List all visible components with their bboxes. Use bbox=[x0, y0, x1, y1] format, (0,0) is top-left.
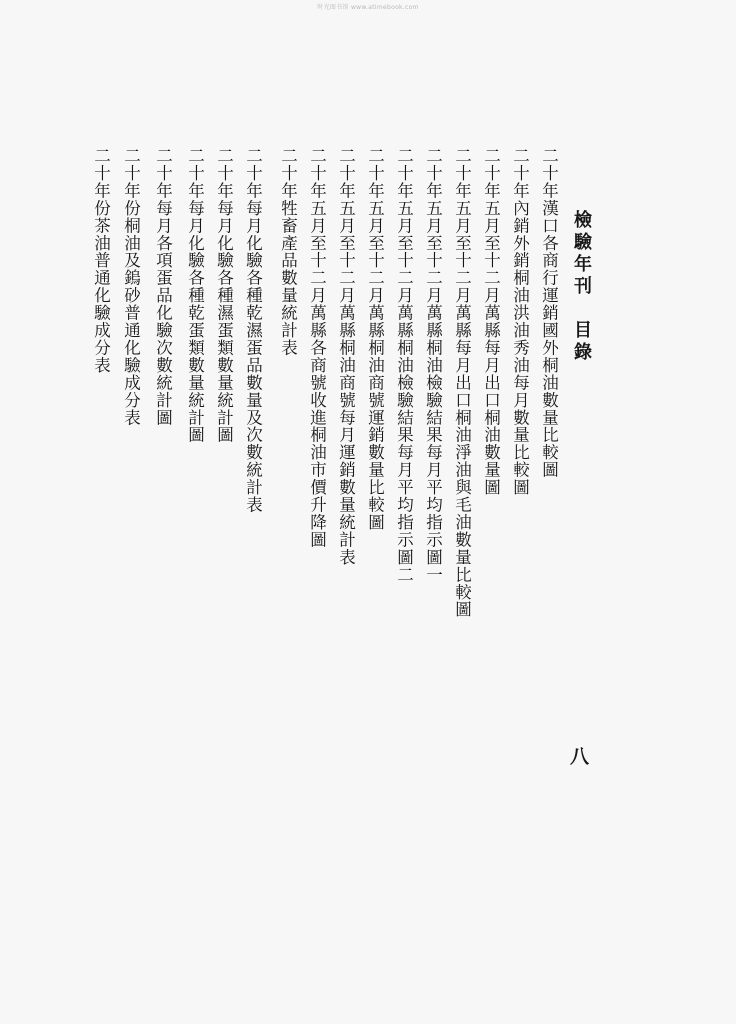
toc-entry: 二十年份茶油普通化驗成分表 bbox=[91, 147, 111, 374]
toc-entry: 二十年每月化驗各種乾濕蛋品數量及次數統計表 bbox=[243, 147, 263, 514]
toc-entry: 二十年每月化驗各種濕蛋類數量統計圖 bbox=[214, 147, 234, 444]
source-watermark: 时光图书馆 www.atimebook.com bbox=[317, 4, 419, 11]
toc-entry: 二十年五月至十二月萬縣桐油商號運銷數量比較圖 bbox=[365, 147, 385, 531]
toc-entry: 二十年五月至十二月萬縣桐油檢驗結果每月平均指示圖二 bbox=[394, 147, 414, 584]
toc-entry: 二十年五月至十二月萬縣桐油檢驗結果每月平均指示圖一 bbox=[423, 147, 443, 584]
toc-entry: 二十年份桐油及鎢砂普通化驗成分表 bbox=[121, 147, 141, 427]
toc-entry: 二十年五月至十二月萬縣每月出口桐油數量圖 bbox=[481, 147, 501, 496]
page-number: 八 bbox=[570, 746, 590, 768]
toc-entry: 二十年漢口各商行運銷國外桐油數量比較圖 bbox=[539, 147, 559, 479]
page-title: 檢驗年刊目錄 bbox=[571, 210, 592, 364]
toc-entry: 二十年五月至十二月萬縣各商號收進桐油市價升降圖 bbox=[307, 147, 327, 549]
toc-entry: 二十年每月各項蛋品化驗次數統計圖 bbox=[153, 147, 173, 427]
toc-entry: 二十年五月至十二月萬縣每月出口桐油淨油與毛油數量比較圖 bbox=[452, 147, 472, 619]
toc-entry: 二十年內銷外銷桐油洪油秀油每月數量比較圖 bbox=[510, 147, 530, 496]
toc-entry: 二十年五月至十二月萬縣桐油商號每月運銷數量統計表 bbox=[336, 147, 356, 566]
toc-entry: 二十年牲畜產品數量統計表 bbox=[278, 147, 298, 357]
toc-entry: 二十年每月化驗各種乾蛋類數量統計圖 bbox=[185, 147, 205, 444]
